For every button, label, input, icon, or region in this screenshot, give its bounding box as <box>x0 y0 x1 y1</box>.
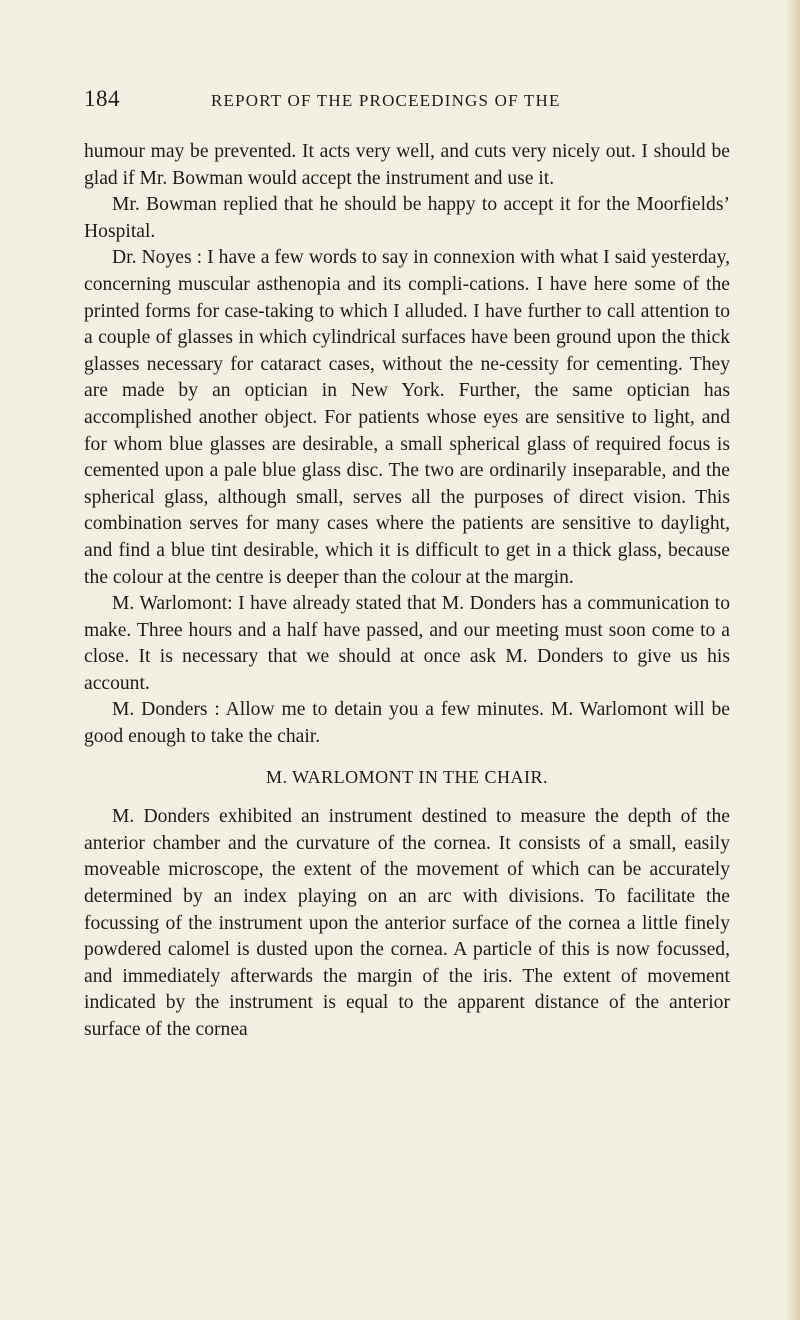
section-heading: M. WARLOMONT IN THE CHAIR. <box>265 766 548 787</box>
body-text <box>84 139 730 1044</box>
paragraph-warlomont: M. Warlomont: I have already stated that M. Donders has a communication to make. Three hours and a half have passed, and our meeting must soon come to a close. It is necessary that we should at once ask M. Donders to give us his account. <box>84 593 730 694</box>
page-header <box>84 86 724 116</box>
paragraph-continuation: humour may be prevented. It acts very well, and cuts very nicely out. I should be glad if Mr. Bowman would accept the instrument and use it. <box>84 141 730 189</box>
paragraph-donders-instrument: M. Donders exhibited an instrument destined to measure the depth of the anterior chamber and the curvature of the cornea. It consists of a small, easily moveable microscope, the extent of the movement of which can be accurately determined by an index playing on an arc with divisions. To facilitate the focussing of the instrument upon the anterior surface of the cornea a little finely powdered calomel is dusted upon the cornea. A particle of this is now focussed, and immediately afterwards the margin of the iris. The extent of movement indicated by the instrument is equal to the apparent distance of the anterior surface of the cornea <box>84 806 730 1040</box>
page-number: 184 <box>84 86 120 111</box>
paragraph-noyes: Dr. Noyes : I have a few words to say in connexion with what I said yesterday, concerning muscular asthenopia and its compli-cations. I have here some of the printed forms for case-taking to which I alluded. I have further to call attention to a couple of glasses in which cylindrical surfaces have been ground upon the thick glasses necessary for cataract cases, without the ne-cessity for cementing. They are made by an optician in New York. Further, the same optician has accomplished another object. For patients whose eyes are sensitive to light, and for whom blue glasses are desirable, a small spherical glass of required focus is cemented upon a pale blue glass disc. The two are ordinarily inseparable, and the spherical glass, although small, serves all the purposes of direct vision. This combination serves for many cases where the patients are sensitive to daylight, and find a blue tint desirable, which it is difficult to get in a thick glass, because the colour at the centre is deeper than the colour at the margin. <box>84 247 730 588</box>
paragraph-bowman-reply: Mr. Bowman replied that he should be happy to accept it for the Moorfields’ Hospital. <box>84 194 730 242</box>
page-edge-shading <box>786 0 800 1320</box>
paragraph-donders-remark: M. Donders : Allow me to detain you a few minutes. M. Warlomont will be good enough to take the chair. <box>84 699 730 748</box>
running-head: REPORT OF THE PROCEEDINGS OF THE <box>211 91 561 110</box>
